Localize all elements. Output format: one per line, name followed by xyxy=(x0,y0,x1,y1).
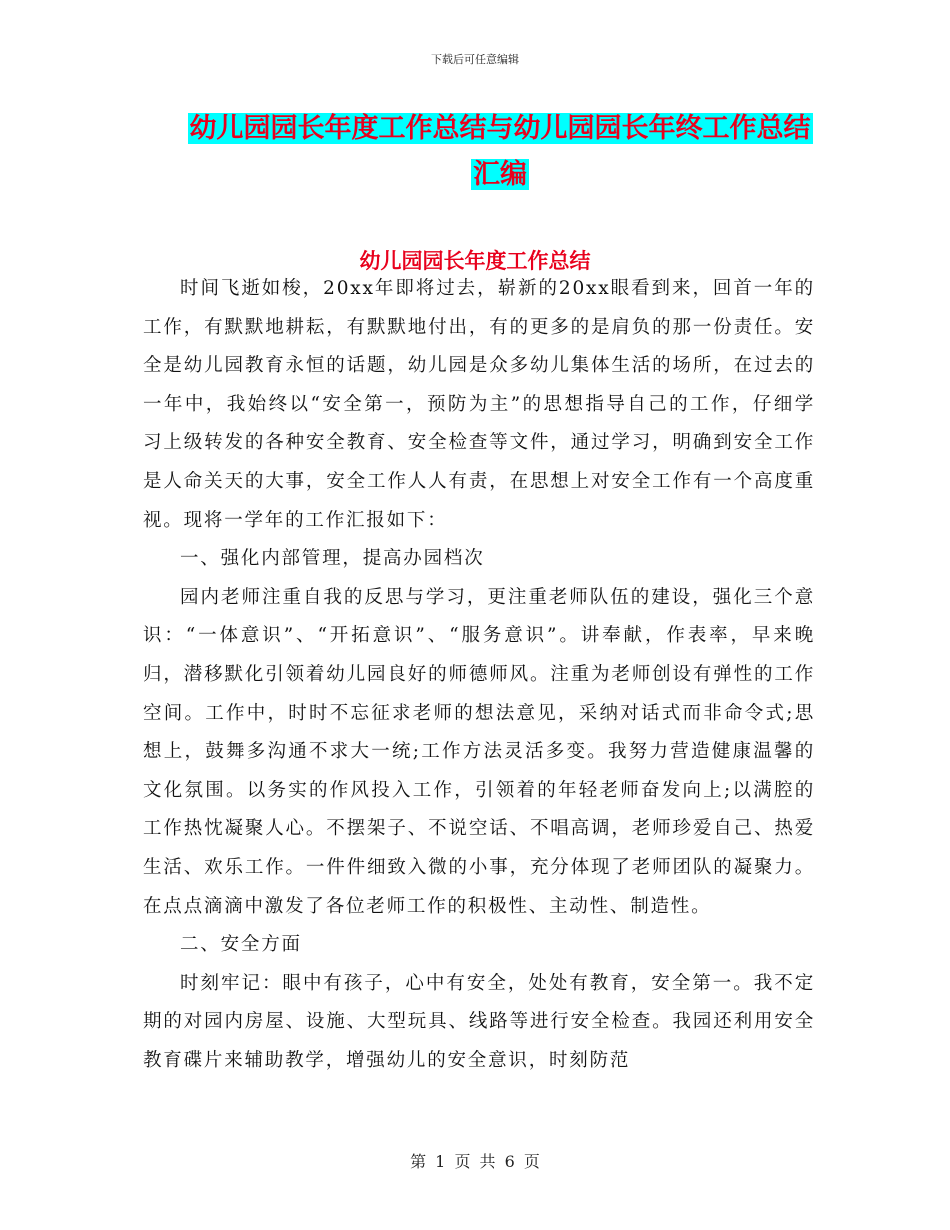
document-body xyxy=(143,270,815,1080)
paragraph-safety: 时刻牢记：眼中有孩子，心中有安全，处处有教育，安全第一。我不定期的对园内房屋、设施、大型玩具、线路等进行安全检查。我园还利用安全教育碟片来辅助教学，增强幼儿的安全意识，时刻防范 xyxy=(143,972,815,1071)
heading-safety: 二、安全方面 xyxy=(180,934,302,956)
document-title-line-1: 幼儿园园长年度工作总结与幼儿园园长年终工作总结 xyxy=(189,113,811,144)
document-title-line-2: 汇编 xyxy=(473,159,527,190)
paragraph-internal-management: 园内老师注重自我的反思与学习，更注重老师队伍的建设，强化三个意识：“一体意识”、“开拓意识”、“服务意识”。讲奉献，作表率，早来晚归，潜移默化引领着幼儿园良好的师德师风。注重为老师创设有弹性的工作空间。工作中，时时不忘征求老师的想法意见，采纳对话式而非命令式;思想上，鼓舞多沟通不求大一统;工作方法灵活多变。我努力营造健康温馨的文化氛围。以务实的作风投入工作，引领着的年轻老师奋发向上;以满腔的工作热忱凝聚人心。不摆架子、不说空话、不唱高调，老师珍爱自己、热爱生活、欢乐工作。一件件细致入微的小事，充分体现了老师团队的凝聚力。在点点滴滴中激发了各位老师工作的积极性、主动性、制造性。 xyxy=(143,586,815,917)
page-number: 第 1 页 共 6 页 xyxy=(410,1152,540,1171)
document-title xyxy=(140,106,860,198)
heading-internal-management: 一、强化内部管理，提高办园档次 xyxy=(180,548,485,570)
page-header-note: 下载后可任意编辑 xyxy=(431,53,519,66)
section-title: 幼儿园园长年度工作总结 xyxy=(359,249,591,273)
paragraph-intro: 时间飞逝如梭，20xx年即将过去，崭新的20xx眼看到来，回首一年的工作，有默默地耕耘，有默默地付出，有的更多的是肩负的那一份责任。安全是幼儿园教育永恒的话题，幼儿园是众多幼儿集体生活的场所，在过去的一年中，我始终以“安全第一，预防为主”的思想指导自己的工作，仔细学习上级转发的各种安全教育、安全检查等文件，通过学习，明确到安全工作是人命关天的大事，安全工作人人有责，在思想上对安全工作有一个高度重视。现将一学年的工作汇报如下： xyxy=(143,278,815,531)
